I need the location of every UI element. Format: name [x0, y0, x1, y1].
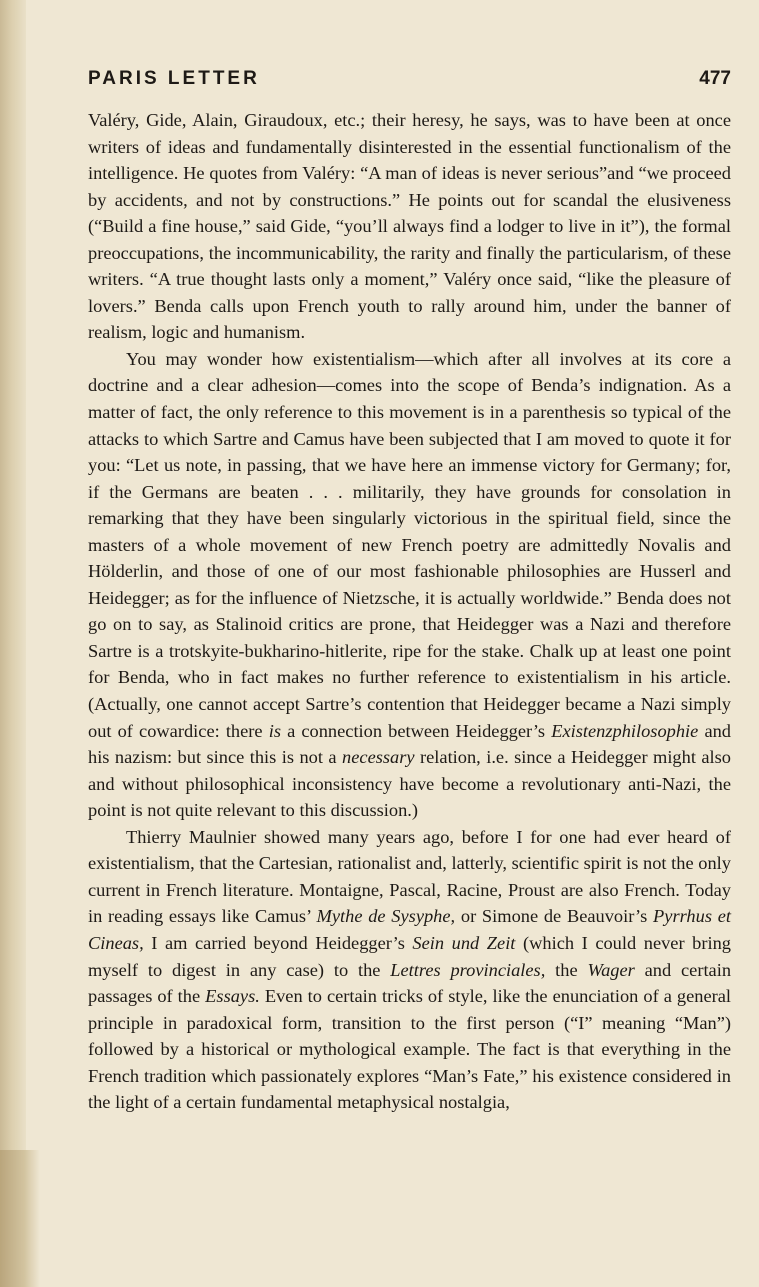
text-segment: (which I could never bring myself to digest in any case) to the	[88, 932, 731, 980]
page-number: 477	[699, 68, 731, 89]
text-segment: relation, i.e. since a Heidegger might also and without philosophical inconsistency have become a revolutionary anti-Nazi, the point is not quite relevant to this discussion.)	[88, 747, 732, 821]
text-segment: a connection between Heidegger’s	[280, 720, 552, 741]
text-segment: or Simone de Beauvoir’s	[455, 906, 654, 927]
italic-segment: Essays.	[205, 986, 260, 1007]
italic-segment: Pyrrhus et Cineas,	[88, 906, 731, 953]
text-segment: Even to certain tricks of style, like the enunciation of a general principle in paradoxical form, transition to the first person (“I” meaning “Man”) followed by a historical or mythological example. The fact is that everything in the French tradition which passionately explores “Man’s Fate,” his existence considered in the light of a certain fundamental metaphysical nostalgia,	[88, 986, 732, 1113]
italic-segment: Mythe de Sysyphe,	[316, 906, 456, 927]
text-segment: I am carried beyond Heidegger’s	[143, 932, 413, 953]
paragraph-1	[88, 107, 731, 346]
italic-segment: is	[268, 720, 281, 741]
italic-segment: necessary	[342, 747, 415, 768]
page-gutter-shadow	[0, 0, 26, 1287]
page-header	[88, 64, 731, 98]
italic-segment: Sein und Zeit	[412, 932, 516, 953]
paragraph-3	[88, 824, 731, 1116]
running-head: PARIS LETTER	[88, 68, 260, 89]
text-segment: and his nazism: but since this is not a	[88, 720, 731, 768]
text-segment: Valéry, Gide, Alain, Giraudoux, etc.; their heresy, he says, was to have been at once writers of ideas and fundamentally disinterested in the essential functionalism of the intelligence. He quotes from Valéry: “A man of ideas is never serious”and “we proceed by accidents, and not by constructions.” He points out for scandal the elusiveness (“Build a fine house,” said Gide, “you’ll always find a lodger to live in it”), the formal preoccupations, the incommunicability, the rarity and finally the particularism, of these writers. “A true thought lasts only a moment,” Valéry once said, “like the pleasure of lovers.” Benda calls upon French youth to rally around him, under the banner of realism, logic and humanism.	[88, 110, 731, 343]
text-segment: You may wonder how existentialism—which after all involves at its core a doctrine and a clear adhesion—comes into the scope of Benda’s indignation. As a matter of fact, the only reference to this movement is in a parenthesis so typical of the attacks to which Sartre and Camus have been subjected that I am moved to quote it for you: “Let us note, in passing, that we have here an immense victory for Germany; for, if the Germans are beaten . . . militarily, they have grounds for consolation in remarking that they have been singularly victorious in the spiritual field, since the masters of a whole movement of new French poetry are admittedly Novalis and Hölderlin, and those of one of our most fashionable philosophies are Husserl and Heidegger; as for the influence of Nietzsche, it is actually worldwide.” Benda does not go on to say, as Stalinoid critics are prone, that Heidegger was a Nazi and therefore Sartre is a trotskyite-bukharino-hitlerite, ripe for the stake. Chalk up at least one point for Benda, who in fact makes no further reference to existentialism in his article. (Actually, one cannot accept Sartre’s contention that Heidegger became a Nazi simply out of cowardice: there	[88, 348, 731, 741]
italic-segment: Wager	[587, 959, 635, 980]
text-segment: the	[545, 959, 588, 980]
text-segment: Thierry Maulnier showed many years ago, before I for one had ever heard of existentialism, that the Cartesian, rationalist and, latterly, scientific spirit is not the only current in French literature. Montaigne, Pascal, Racine, Proust are also French. Today in reading essays like Camus’	[88, 826, 731, 927]
text-segment: and certain passages of the	[88, 959, 732, 1007]
italic-segment: Existenzphilosophie	[551, 720, 699, 741]
body-text	[88, 107, 731, 1116]
paragraph-2	[88, 346, 731, 824]
page-edge-stain	[0, 1150, 40, 1287]
italic-segment: Lettres provinciales,	[390, 959, 546, 980]
